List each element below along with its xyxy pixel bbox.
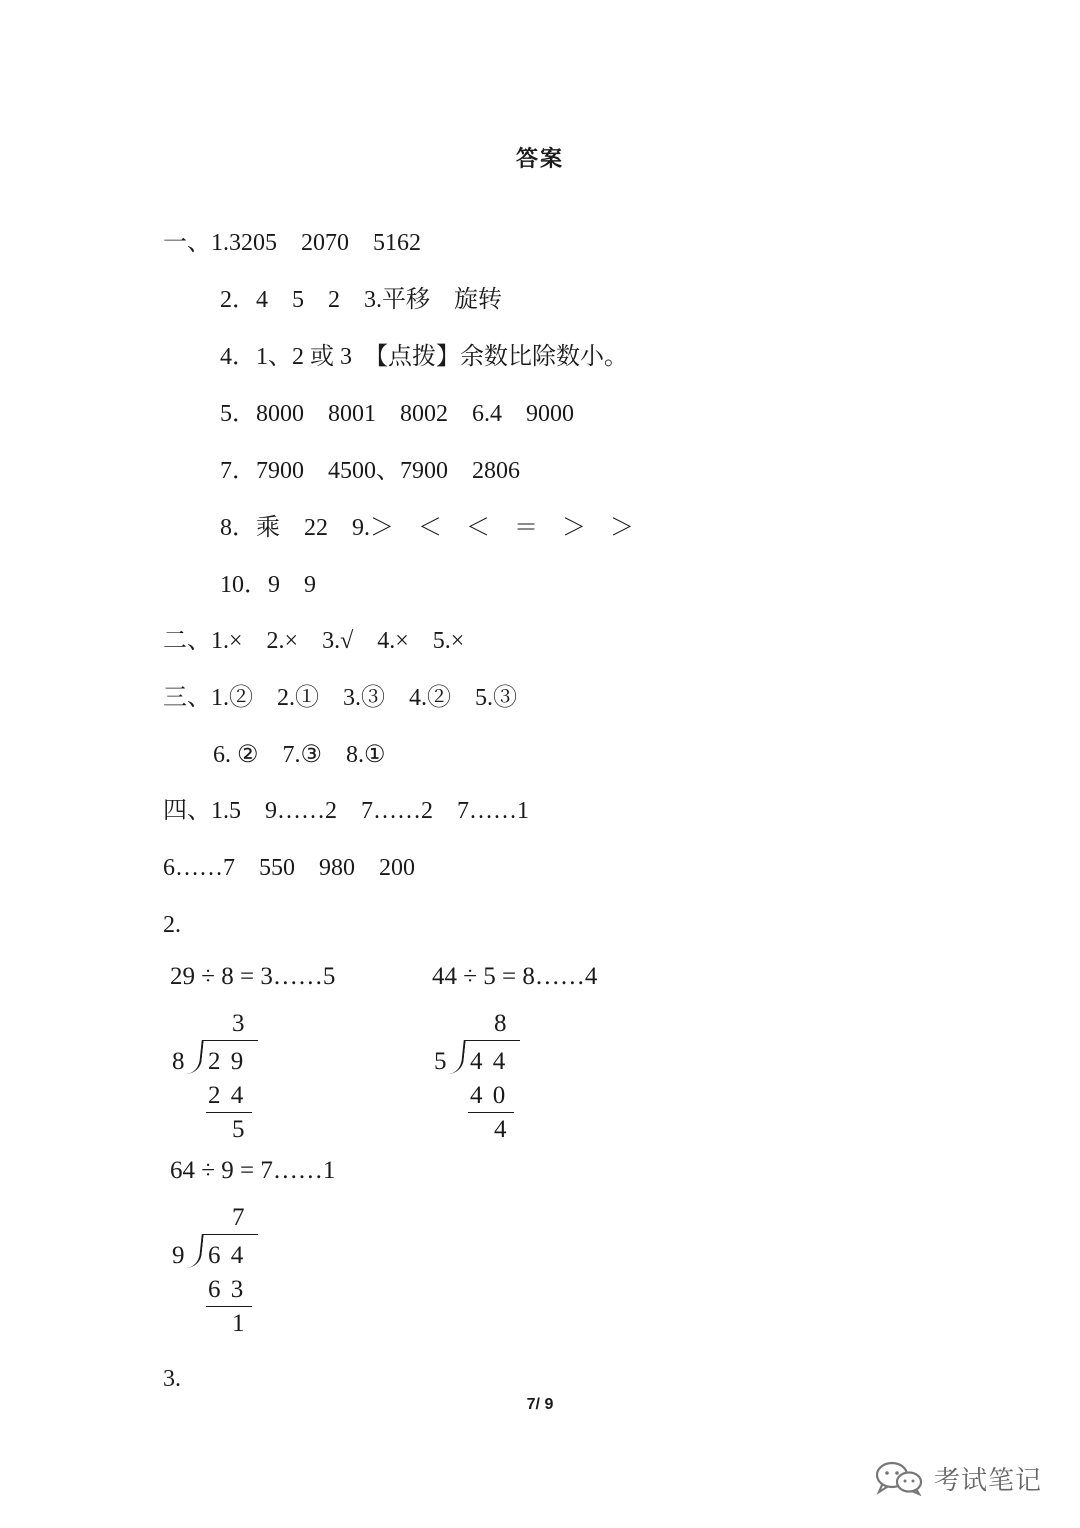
subtraction-bar <box>468 1112 514 1113</box>
answer-line: 6. ② 7.③ 8.① <box>213 742 386 768</box>
division-equation: 64 ÷ 9 = 7……1 <box>170 1157 336 1184</box>
product: 6 3 <box>208 1276 246 1303</box>
division-bar <box>464 1040 520 1041</box>
divisor: 8 <box>172 1048 185 1075</box>
quotient: 3 <box>232 1010 245 1037</box>
product: 2 4 <box>208 1082 246 1109</box>
division-bar <box>202 1040 258 1041</box>
answer-line: 一、1.3205 2070 5162 <box>163 230 421 256</box>
division-bracket <box>186 1234 204 1268</box>
dividend: 4 4 <box>470 1048 508 1075</box>
long-division <box>172 1010 292 1143</box>
answer-line: 5．8000 8001 8002 6.4 9000 <box>220 401 574 427</box>
dividend: 6 4 <box>208 1242 246 1269</box>
answer-line: 2. <box>163 912 181 938</box>
subtraction-bar <box>206 1306 252 1307</box>
product: 4 0 <box>470 1082 508 1109</box>
quotient: 8 <box>494 1010 507 1037</box>
long-division <box>172 1204 292 1337</box>
answer-line: 二、1.× 2.× 3.√ 4.× 5.× <box>163 628 465 654</box>
answer-line: 4．1、2 或 3 【点拨】余数比除数小。 <box>220 344 628 370</box>
long-division <box>434 1010 554 1143</box>
division-equation: 29 ÷ 8 = 3……5 <box>170 963 336 990</box>
answer-line: 6……7 550 980 200 <box>163 855 415 881</box>
answer-line: 2．4 5 2 3.平移 旋转 <box>220 287 502 313</box>
answer-line: 10．9 9 <box>220 572 316 598</box>
page-title: 答案 <box>515 147 564 172</box>
watermark <box>872 1458 1052 1498</box>
division-equation: 44 ÷ 5 = 8……4 <box>432 963 598 990</box>
quotient: 7 <box>232 1204 245 1231</box>
wechat-icon <box>872 1460 926 1496</box>
answer-line: 7．7900 4500、7900 2806 <box>220 458 520 484</box>
remainder: 5 <box>232 1116 245 1143</box>
page-number: 7/ 9 <box>526 1396 554 1413</box>
watermark-text: 考试笔记 <box>934 1466 1043 1496</box>
dividend: 2 9 <box>208 1048 246 1075</box>
subtraction-bar <box>206 1112 252 1113</box>
divisor: 9 <box>172 1242 185 1269</box>
answer-line: 8．乘 22 9.＞ ＜ ＜ ＝ ＞ ＞ <box>220 515 634 541</box>
divisor: 5 <box>434 1048 447 1075</box>
division-bracket <box>448 1040 466 1074</box>
remainder: 4 <box>494 1116 507 1143</box>
remainder: 1 <box>232 1310 245 1337</box>
division-bracket <box>186 1040 204 1074</box>
answer-line: 四、1.5 9……2 7……2 7……1 <box>163 798 529 824</box>
division-bar <box>202 1234 258 1235</box>
answer-line: 三、1.② 2.① 3.③ 4.② 5.③ <box>163 685 517 711</box>
answer-line: 3. <box>163 1366 181 1392</box>
